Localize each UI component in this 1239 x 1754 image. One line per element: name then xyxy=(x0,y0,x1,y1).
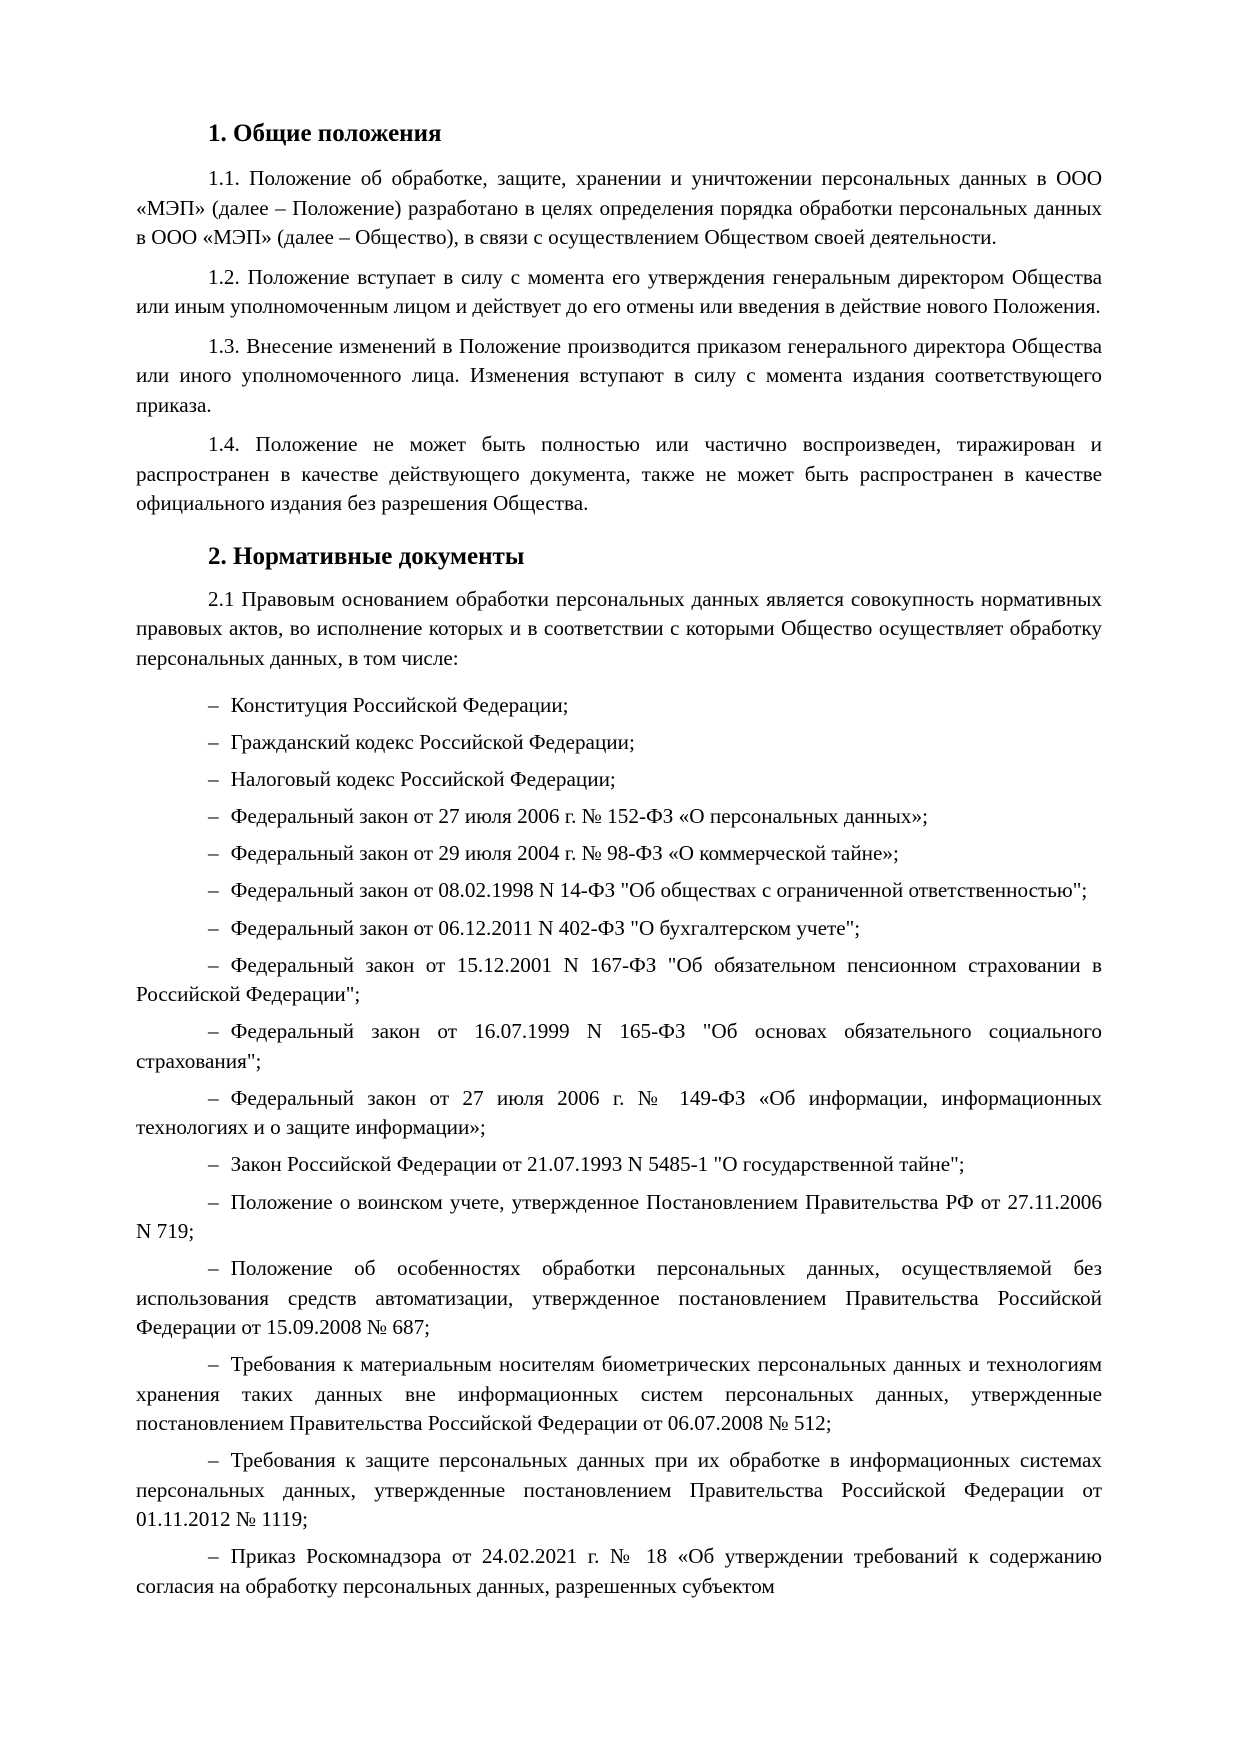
dash-marker: – xyxy=(208,767,219,792)
list-item-text: Федеральный закон от 06.12.2011 N 402-ФЗ "О бухгалтерском учете"; xyxy=(230,915,861,940)
list-item xyxy=(136,1188,1102,1247)
dash-marker: – xyxy=(208,1085,219,1110)
paragraph-1-3: 1.3. Внесение изменений в Положение производится приказом генерального директора Общества или иного уполномоченного лица. Изменения вступают в силу с момента издания соответствующего приказа. xyxy=(136,333,1102,417)
dash-marker: – xyxy=(208,1256,219,1281)
dash-marker: – xyxy=(208,952,219,977)
dash-marker: – xyxy=(208,915,219,940)
paragraph-1-1: 1.1. Положение об обработке, защите, хранении и уничтожении персональных данных в ООО «МЭП» (далее – Положение) разработано в целях определения порядка обработки персональных данных в ООО «МЭП» (далее – Общество), в связи с осуществлением Обществом своей деятельности. xyxy=(136,166,1102,249)
list-item xyxy=(136,951,1102,1010)
list-item xyxy=(136,914,1102,944)
dash-marker: – xyxy=(208,1152,219,1177)
list-item xyxy=(136,1254,1102,1343)
list-item xyxy=(136,1017,1102,1076)
dash-marker: – xyxy=(208,1019,219,1044)
list-item xyxy=(136,765,1102,795)
document-body xyxy=(136,118,1102,1609)
section-heading-normative: 2. Нормативные документы xyxy=(208,542,525,570)
dash-marker: – xyxy=(208,804,219,829)
list-item-text: Конституция Российской Федерации; xyxy=(230,693,569,717)
list-item-text: Гражданский кодекс Российской Федерации; xyxy=(230,730,635,755)
dash-marker: – xyxy=(208,730,219,755)
paragraph-2-1: 2.1 Правовым основанием обработки персональных данных является совокупность нормативных правовых актов, во исполнение которых и в соответствии с которыми Общество осуществляет обработку персональных данных, в том числе: xyxy=(136,586,1102,670)
list-item-text: Требования к защите персональных данных при их обработке в информационных системах персональных данных, утвержденные постановлением Правительства Российской Федерации от 01.11.2012 № 1119; xyxy=(136,1448,1102,1532)
paragraph-1-4: 1.4. Положение не может быть полностью или частично воспроизведен, тиражирован и распространен в качестве действующего документа, также не может быть распространен в качестве официального издания без разрешения Общества. xyxy=(136,432,1102,515)
list-item xyxy=(136,728,1102,758)
list-item-text: Федеральный закон от 15.12.2001 N 167-ФЗ "Об обязательном пенсионном страховании в Российской Федерации"; xyxy=(136,952,1102,1007)
list-item xyxy=(136,1542,1102,1601)
list-item-text: Федеральный закон от 27 июля 2006 г. № 149-ФЗ «Об информации, информационных технологиях и о защите информации»; xyxy=(136,1085,1102,1140)
normative-documents-list xyxy=(136,691,1102,1601)
list-item xyxy=(136,1350,1102,1439)
list-item-text: Приказ Роскомнадзора от 24.02.2021 г. № 18 «Об утверждении требований к содержанию согласия на обработку персональных данных, разрешенных субъектом xyxy=(136,1544,1102,1598)
list-item-text: Федеральный закон от 08.02.1998 N 14-ФЗ "Об обществах с ограниченной ответственностью"; xyxy=(230,878,1088,903)
list-item xyxy=(136,1150,1102,1180)
list-item xyxy=(136,839,1102,869)
dash-marker: – xyxy=(208,693,219,717)
list-item-text: Положение о воинском учете, утвержденное Постановлением Правительства РФ от 27.11.2006 N 719; xyxy=(136,1189,1102,1244)
list-item-text: Налоговый кодекс Российской Федерации; xyxy=(230,767,616,792)
dash-marker: – xyxy=(208,1352,219,1377)
list-item-text: Федеральный закон от 16.07.1999 N 165-ФЗ "Об основах обязательного социального страхования"; xyxy=(136,1019,1102,1073)
list-item-text: Положение об особенностях обработки персональных данных, осуществляемой без использования средств автоматизации, утвержденное постановлением Правительства Российской Федерации от 15.09.2008 № 687; xyxy=(136,1256,1102,1340)
list-item xyxy=(136,1084,1102,1143)
paragraph-1-2: 1.2. Положение вступает в силу с момента его утверждения генеральным директором Общества или иным уполномоченным лицом и действует до его отмены или введения в действие нового Положения. xyxy=(136,264,1102,318)
dash-marker: – xyxy=(208,878,219,903)
list-item-text: Требования к материальным носителям биометрических персональных данных и технологиям хранения таких данных вне информационных систем персональных данных, утвержденные постановлением Правительства Российской Федерации от 06.07.2008 № 512; xyxy=(136,1352,1102,1436)
section-heading-general: 1. Общие положения xyxy=(208,120,442,147)
dash-marker: – xyxy=(208,1189,219,1214)
list-item-text: Федеральный закон от 27 июля 2006 г. № 152-ФЗ «О персональных данных»; xyxy=(230,804,928,829)
list-item xyxy=(136,876,1102,906)
dash-marker: – xyxy=(208,841,219,866)
dash-marker: – xyxy=(208,1448,219,1473)
list-item xyxy=(136,1446,1102,1535)
dash-marker: – xyxy=(208,1544,219,1569)
list-item-text: Федеральный закон от 29 июля 2004 г. № 98-ФЗ «О коммерческой тайне»; xyxy=(230,841,899,866)
list-item xyxy=(136,802,1102,832)
list-item-text: Закон Российской Федерации от 21.07.1993 N 5485-1 "О государственной тайне"; xyxy=(230,1152,965,1177)
list-item xyxy=(136,691,1102,721)
